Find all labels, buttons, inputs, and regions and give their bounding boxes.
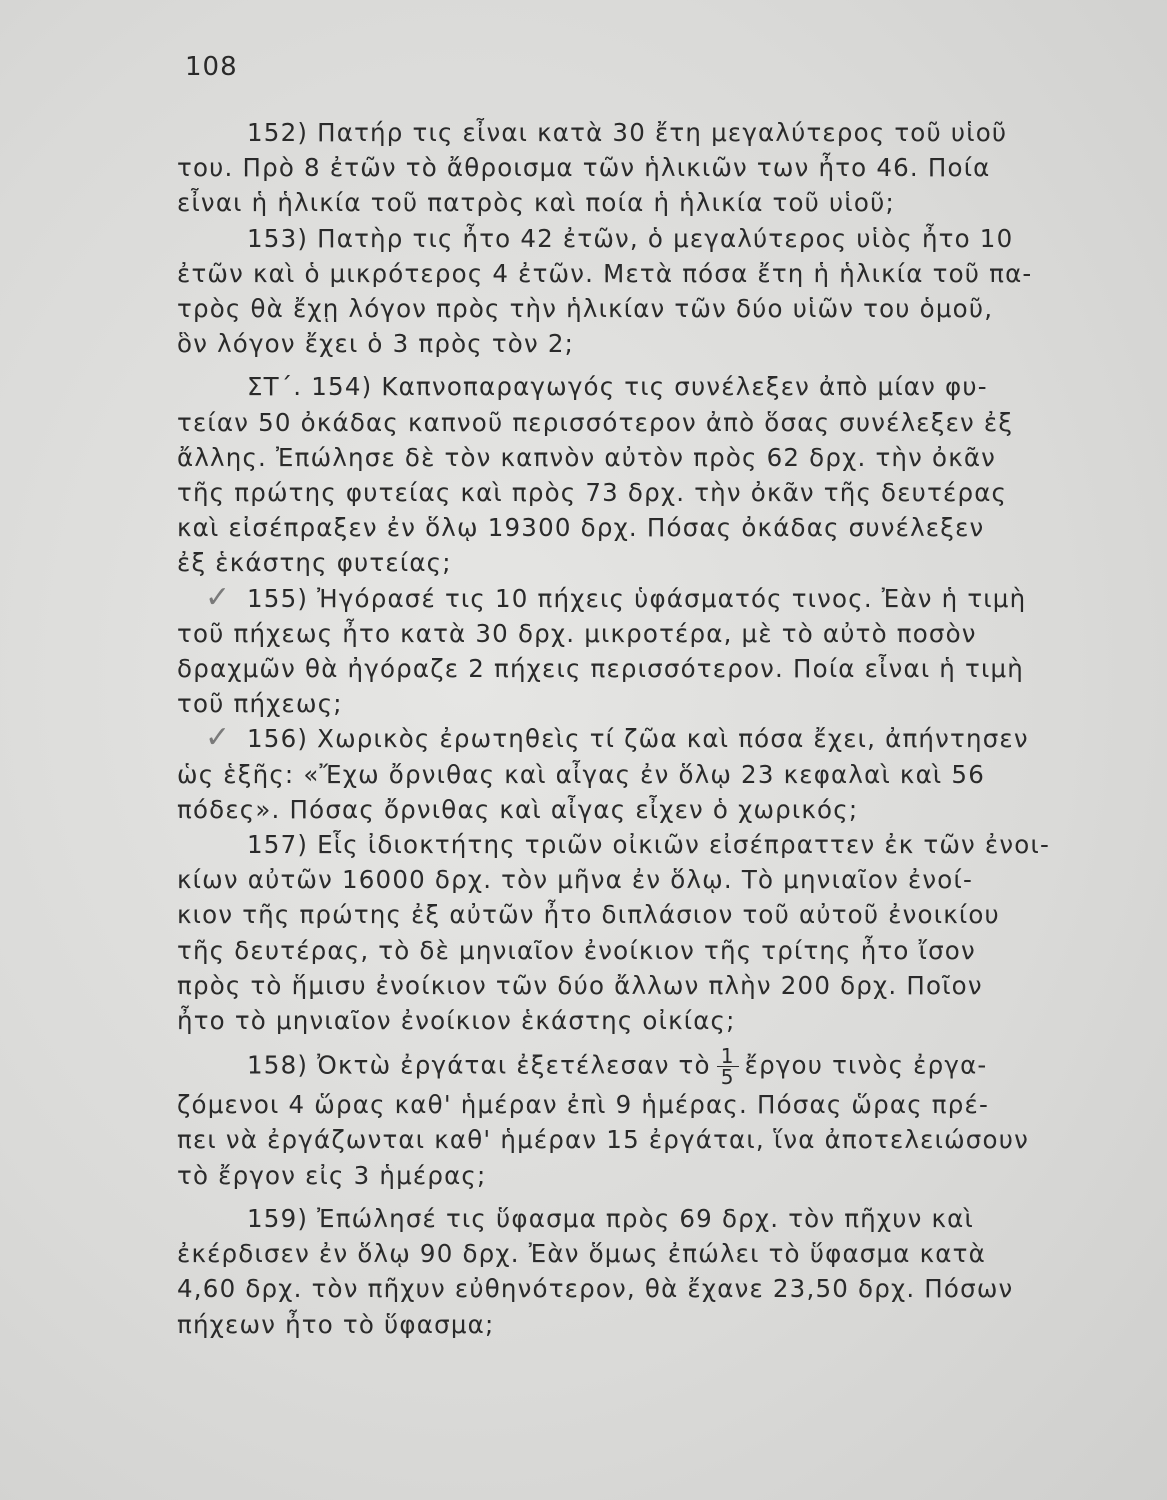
text-line: εἶναι ἡ ἡλικία τοῦ πατρὸς καὶ ποία ἡ ἡλικία τοῦ υἱοῦ;	[177, 188, 895, 218]
section-gap	[177, 1038, 1157, 1046]
text-line: 152) Πατήρ τις εἶναι κατὰ 30 ἔτη μεγαλύτερος τοῦ υἱοῦ	[247, 118, 1008, 147]
problem-153	[177, 221, 1157, 362]
text-line: ἐξ ἑκάστης φυτείας;	[177, 548, 452, 578]
text-line: πει νὰ ἐργάζωνται καθ' ἡμέραν 15 ἐργάται, ἵνα ἀποτελειώσουν	[177, 1125, 1029, 1155]
check-mark-icon: ✓	[205, 720, 232, 756]
text-line: 4,60 δρχ. τὸν πῆχυν εὐθηνότερον, θὰ ἔχανε 23,50 δρχ. Πόσων	[177, 1274, 1014, 1304]
problem-156	[177, 721, 1157, 827]
text-line: τὸ ἔργον εἰς 3 ἡμέρας;	[177, 1160, 487, 1190]
problem-157	[177, 827, 1157, 1038]
text-line: ὡς ἑξῆς: «Ἔχω ὄρνιθας καὶ αἶγας ἐν ὅλῳ 23 κεφαλαὶ καὶ 56	[177, 759, 985, 789]
text-line: τοῦ πήχεως;	[177, 689, 343, 719]
text-line: 155) Ἠγόρασέ τις 10 πήχεις ὑφάσματός τινος. Ἐὰν ἡ τιμὴ	[247, 583, 1027, 613]
page-body	[177, 115, 1157, 1342]
text-line: ἄλλης. Ἐπώλησε δὲ τὸν καπνὸν αὐτὸν πρὸς 62 δρχ. τὴν ὀκᾶν	[177, 442, 997, 472]
section-gap	[177, 1193, 1157, 1201]
text-line: τοῦ πήχεως ἦτο κατὰ 30 δρχ. μικροτέρα, μὲ τὸ αὐτὸ ποσὸν	[177, 618, 977, 648]
check-mark-icon: ✓	[205, 579, 232, 615]
text-line: 153) Πατὴρ τις ἦτο 42 ἐτῶν, ὁ μεγαλύτερος υἱὸς ἦτο 10	[247, 223, 1014, 253]
text-line: τῆς δευτέρας, τὸ δὲ μηνιαῖον ἐνοίκιον τῆς τρίτης ἦτο ἴσον	[177, 935, 976, 965]
text-line: πρὸς τὸ ἥμισυ ἐνοίκιον τῶν δύο ἄλλων πλὴν 200 δρχ. Ποῖον	[177, 970, 983, 1000]
problem-155	[177, 581, 1157, 722]
text-line: του. Πρὸ 8 ἐτῶν τὸ ἄθροισμα τῶν ἡλικιῶν των ἦτο 46. Ποία	[177, 153, 991, 183]
text-line: πήχεων ἦτο τὸ ὕφασμα;	[177, 1309, 495, 1339]
text-segment: 158) Ὀκτὼ ἐργάται ἐξετέλεσαν τὸ	[247, 1050, 711, 1080]
text-line: δραχμῶν θὰ ἠγόραζε 2 πήχεις περισσότερον. Ποία εἶναι ἡ τιμὴ	[177, 654, 1024, 684]
problem-158	[177, 1046, 1157, 1193]
text-line: ὃν λόγον ἔχει ὁ 3 πρὸς τὸν 2;	[177, 329, 575, 359]
text-line	[177, 1046, 1157, 1087]
text-line: πόδες». Πόσας ὄρνιθας καὶ αἶγας εἶχεν ὁ χωρικός;	[177, 794, 859, 824]
problem-154	[177, 369, 1157, 580]
text-line: κίων αὐτῶν 16000 δρχ. τὸν μῆνα ἐν ὅλῳ. Τὸ μηνιαῖον ἐνοί-	[177, 865, 974, 895]
page-number: 108	[185, 52, 238, 82]
fraction	[717, 1046, 739, 1087]
section-gap	[177, 361, 1157, 369]
text-line: 157) Εἷς ἰδιοκτήτης τριῶν οἰκιῶν εἰσέπραττεν ἐκ τῶν ἐνοι-	[247, 830, 1050, 860]
text-segment: ἔργου τινὸς ἐργα-	[744, 1050, 988, 1080]
text-line: ζόμενοι 4 ὥρας καθ' ἡμέραν ἐπὶ 9 ἡμέρας. Πόσας ὥρας πρέ-	[177, 1090, 989, 1120]
text-line: ἐκέρδισεν ἐν ὅλῳ 90 δρχ. Ἐὰν ὅμως ἐπώλει τὸ ὕφασμα κατὰ	[177, 1239, 986, 1269]
text-line: 159) Ἐπώλησέ τις ὕφασμα πρὸς 69 δρχ. τὸν πῆχυν καὶ	[247, 1203, 974, 1233]
problem-152	[177, 115, 1157, 221]
text-line: κιον τῆς πρώτης ἐξ αὐτῶν ἦτο διπλάσιον τοῦ αὐτοῦ ἐνοικίου	[177, 900, 1000, 930]
text-line: καὶ εἰσέπραξεν ἐν ὅλῳ 19300 δρχ. Πόσας ὀκάδας συνέλεξεν	[177, 513, 985, 543]
text-line: τῆς πρώτης φυτείας καὶ πρὸς 73 δρχ. τὴν ὀκᾶν τῆς δευτέρας	[177, 478, 1008, 508]
problem-159	[177, 1201, 1157, 1342]
text-line: ἦτο τὸ μηνιαῖον ἐνοίκιον ἑκάστης οἰκίας;	[177, 1006, 736, 1036]
fraction-numerator: 1	[717, 1046, 739, 1067]
text-line: τείαν 50 ὀκάδας καπνοῦ περισσότερον ἀπὸ ὅσας συνέλεξεν ἐξ	[177, 407, 1014, 437]
text-line: ΣΤ΄. 154) Καπνοπαραγωγός τις συνέλεξεν ἀπὸ μίαν φυ-	[247, 372, 988, 402]
fraction-denominator: 5	[720, 1065, 735, 1088]
text-line: ἐτῶν καὶ ὁ μικρότερος 4 ἐτῶν. Μετὰ πόσα ἔτη ἡ ἡλικία τοῦ πα-	[177, 258, 1033, 288]
text-line: 156) Χωρικὸς ἐρωτηθεὶς τί ζῶα καὶ πόσα ἔχει, ἀπήντησεν	[247, 724, 1029, 754]
text-line: τρὸς θὰ ἔχῃ λόγον πρὸς τὴν ἡλικίαν τῶν δύο υἱῶν του ὁμοῦ,	[177, 294, 994, 324]
